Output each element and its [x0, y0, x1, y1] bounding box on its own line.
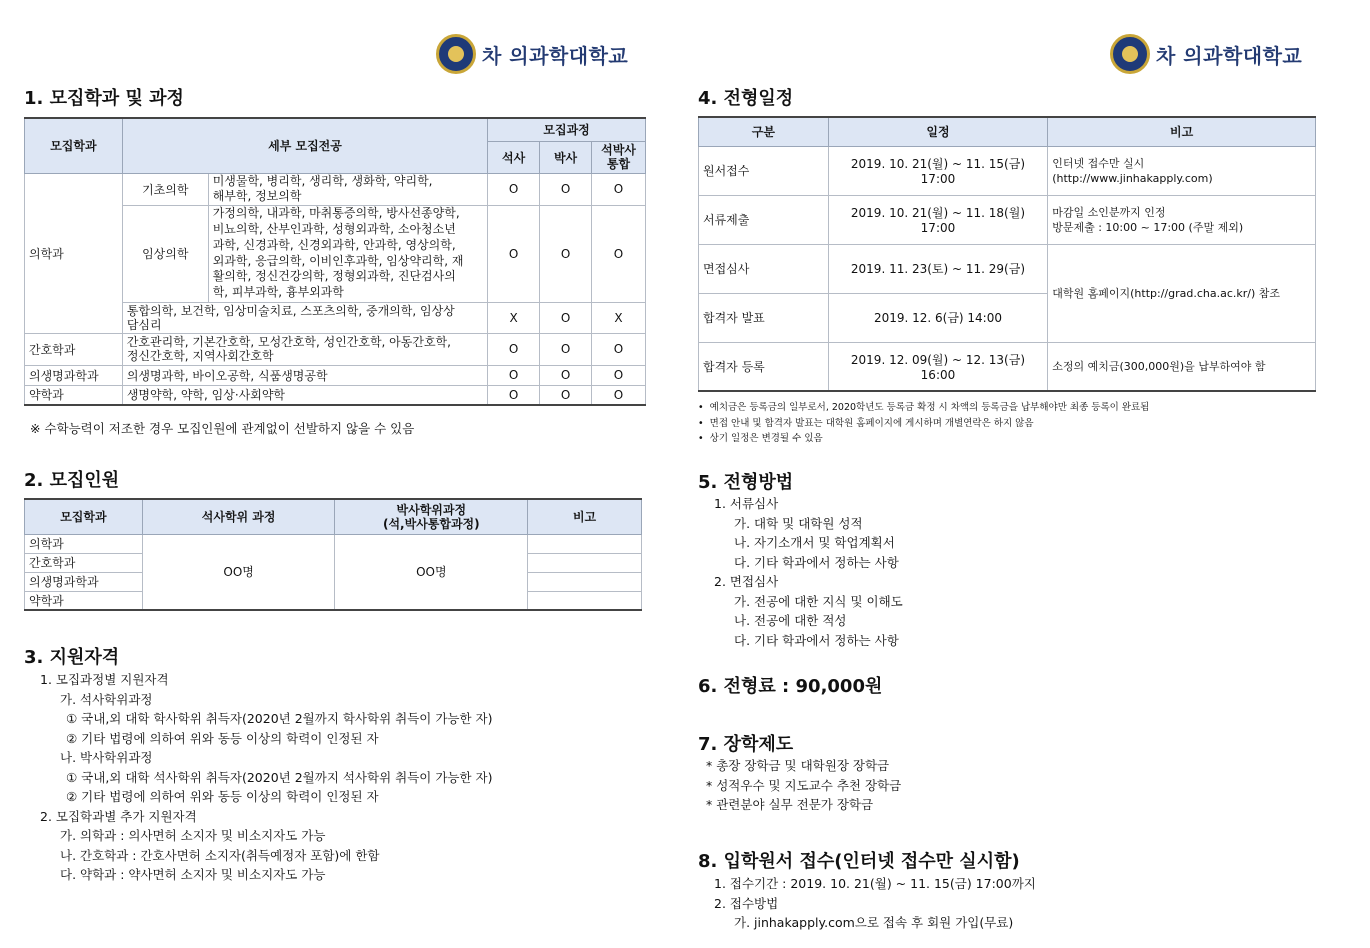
quota-note [528, 591, 642, 610]
masters-count: OO명 [142, 534, 335, 610]
schedule-date: 2019. 11. 23(토) ~ 11. 29(금) [828, 244, 1048, 293]
eligibility-line: ① 국내,외 대학 석사학위 취득자(2020년 2월까지 석사학위 취득이 가능한 자) [66, 769, 493, 785]
application-line: 가. jinhakapply.com으로 접속 후 회원 가입(무료) [734, 915, 1014, 930]
scholarship-line: * 성적우수 및 지도교수 추천 장학금 [706, 777, 902, 793]
cell-mark: O [540, 302, 592, 333]
method-line: 가. 대학 및 대학원 성적 [734, 515, 863, 531]
eligibility-line: 다. 약학과 : 약사면허 소지자 및 비소지자도 가능 [60, 867, 326, 882]
section-3-heading: 3. 지원자격 [24, 647, 120, 668]
cell-mark: O [488, 173, 540, 205]
cell-mark: O [592, 205, 646, 302]
application-line: 1. 접수기간 : 2019. 10. 21(월) ~ 11. 15(금) 17:00까지 [714, 876, 1036, 891]
method-line: 1. 서류심사 [714, 496, 779, 511]
majors-biomed: 의생명과학, 바이오공학, 식품생명공학 [122, 365, 487, 385]
eligibility-line: 나. 박사학위과정 [60, 750, 153, 765]
schedule-bullet: • 예치금은 등록금의 일부로서, 2020학년도 등록금 확정 시 차액의 등록금을 납부해야만 최종 등록이 완료됨 [698, 402, 1150, 413]
cell-mark: O [540, 173, 592, 205]
quota-note [528, 572, 642, 591]
majors-clinical: 가정의학, 내과학, 마취통증의학, 방사선종양학, 비뇨의학, 산부인과학, 성형외과학, 소아청소년 과학, 신경과학, 신경외과학, 안과학, 영상의학, 외과학, 응급의학, 이비인후과학, 임상약리학, 재 활의학, 정신건강의학, 정형외과학, 진단검사의 학, 피부과학, 흉부외과학 [208, 205, 487, 302]
section-1-heading: 1. 모집학과 및 과정 [24, 88, 184, 109]
cell-mark: O [592, 365, 646, 385]
header-dept: 모집학과 [25, 118, 123, 173]
sub-clinical: 임상의학 [122, 205, 208, 302]
cell-mark: X [488, 302, 540, 333]
cell-mark: O [540, 333, 592, 365]
schedule-date: 2019. 12. 09(월) ~ 12. 13(금) 16:00 [828, 342, 1048, 391]
cell-mark: O [592, 385, 646, 405]
schedule-cat: 서류제출 [699, 195, 829, 244]
quota-dept: 의생명과학과 [25, 572, 143, 591]
eligibility-line: ① 국내,외 대학 학사학위 취득자(2020년 2월까지 학사학위 취득이 가능한 자) [66, 711, 493, 726]
header-course: 모집과정 [488, 118, 646, 141]
left-column [24, 0, 664, 948]
schedule-table [698, 116, 1316, 392]
cell-mark: O [592, 173, 646, 205]
cell-mark: X [592, 302, 646, 333]
method-line: 2. 면접심사 [714, 574, 779, 589]
header-major: 세부 모집전공 [122, 118, 487, 173]
university-emblem-icon [436, 34, 476, 74]
university-logo [1110, 34, 1302, 74]
method-line: 나. 전공에 대한 적성 [734, 613, 847, 628]
schedule-bullets [698, 400, 1149, 447]
schedule-date: 2019. 10. 21(월) ~ 11. 18(월) 17:00 [828, 195, 1048, 244]
cell-mark: O [540, 365, 592, 385]
method-line: 다. 기타 학과에서 정하는 사항 [734, 632, 899, 648]
doctor-count: OO명 [335, 534, 528, 610]
section-5-heading: 5. 전형방법 [698, 472, 794, 493]
section-4-heading: 4. 전형일정 [698, 88, 794, 109]
schedule-header-cat: 구분 [699, 117, 829, 146]
quota-dept: 의학과 [25, 534, 143, 553]
dept-pharm: 약학과 [25, 385, 123, 405]
university-emblem-icon [1110, 34, 1150, 74]
cell-mark: O [540, 205, 592, 302]
university-logo [436, 34, 628, 74]
quota-dept: 간호학과 [25, 553, 143, 572]
header-doctor: 박사 [540, 141, 592, 173]
schedule-note-merged: 대학원 홈페이지(http://grad.cha.ac.kr/) 참조 [1048, 244, 1316, 342]
quota-header-masters: 석사학위 과정 [142, 499, 335, 534]
university-name: 차 의과학대학교 [1156, 43, 1303, 68]
schedule-note: 마감일 소인분까지 인정 방문제출 : 10:00 ~ 17:00 (주말 제외) [1048, 195, 1316, 244]
application-line: 2. 접수방법 [714, 895, 779, 911]
scholarship-line: * 관련분야 실무 전문가 장학금 [706, 797, 874, 812]
scholarship-line: * 총장 장학금 및 대학원장 장학금 [706, 758, 890, 773]
quota-header-dept: 모집학과 [25, 499, 143, 534]
quota-dept: 약학과 [25, 591, 143, 610]
schedule-date: 2019. 12. 6(금) 14:00 [828, 293, 1048, 342]
cell-mark: O [488, 333, 540, 365]
application-list [714, 874, 1036, 933]
majors-basic: 미생물학, 병리학, 생리학, 생화학, 약리학, 해부학, 정보의학 [208, 173, 487, 205]
schedule-note: 소정의 예치금(300,000원)을 납부하여야 함 [1048, 342, 1316, 391]
quota-header-note: 비고 [528, 499, 642, 534]
header-integrated: 석박사 통합 [592, 141, 646, 173]
quota-table [24, 498, 642, 611]
eligibility-line: ② 기타 법령에 의하여 위와 동등 이상의 학력이 인정된 자 [66, 789, 379, 804]
cell-mark: O [488, 205, 540, 302]
method-line: 나. 자기소개서 및 학업계획서 [734, 535, 895, 550]
schedule-cat: 면접심사 [699, 244, 829, 293]
program-table [24, 117, 646, 406]
cell-mark: O [540, 385, 592, 405]
s1-note: ※ 수학능력이 저조한 경우 모집인원에 관계없이 선발하지 않을 수 있음 [30, 421, 415, 436]
cell-mark: O [488, 365, 540, 385]
majors-pharm: 생명약학, 약학, 임상·사회약학 [122, 385, 487, 405]
quota-note [528, 534, 642, 553]
schedule-cat: 원서접수 [699, 146, 829, 195]
eligibility-line: 나. 간호학과 : 간호사면허 소지자(취득예정자 포함)에 한함 [60, 847, 380, 863]
dept-medicine: 의학과 [25, 173, 123, 333]
dept-nursing: 간호학과 [25, 333, 123, 365]
scholarship-list [706, 756, 901, 815]
schedule-header-note: 비고 [1048, 117, 1316, 146]
dept-biomed: 의생명과학과 [25, 365, 123, 385]
majors-integrated: 통합의학, 보건학, 임상미술치료, 스포츠의학, 중개의학, 임상상 담심리 [122, 302, 487, 333]
quota-header-doctor: 박사학위과정 (석,박사통합과정) [335, 499, 528, 534]
section-2-heading: 2. 모집인원 [24, 470, 120, 491]
eligibility-line: 2. 모집학과별 추가 지원자격 [40, 808, 197, 824]
section-6-heading: 6. 전형료 : 90,000원 [698, 676, 883, 697]
quota-note [528, 553, 642, 572]
method-line: 가. 전공에 대한 지식 및 이해도 [734, 593, 903, 609]
university-name: 차 의과학대학교 [482, 43, 629, 68]
section-7-heading: 7. 장학제도 [698, 734, 794, 755]
schedule-bullet: • 면접 안내 및 합격자 발표는 대학원 홈페이지에 게시하며 개별연락은 하지 않음 [698, 417, 1034, 429]
cell-mark: O [592, 333, 646, 365]
schedule-date: 2019. 10. 21(월) ~ 11. 15(금) 17:00 [828, 146, 1048, 195]
eligibility-list [40, 670, 492, 885]
eligibility-line: 가. 의학과 : 의사면허 소지자 및 비소지자도 가능 [60, 828, 326, 843]
method-line: 다. 기타 학과에서 정하는 사항 [734, 554, 899, 570]
selection-method-list [714, 494, 903, 650]
header-masters: 석사 [488, 141, 540, 173]
sub-basic: 기초의학 [122, 173, 208, 205]
schedule-cat: 합격자 등록 [699, 342, 829, 391]
schedule-cat: 합격자 발표 [699, 293, 829, 342]
section-8-heading: 8. 입학원서 접수(인터넷 접수만 실시함) [698, 851, 1020, 872]
majors-nursing: 간호관리학, 기본간호학, 모성간호학, 성인간호학, 아동간호학, 정신간호학, 지역사회간호학 [122, 333, 487, 365]
eligibility-line: 가. 석사학위과정 [60, 691, 153, 707]
schedule-header-date: 일정 [828, 117, 1048, 146]
schedule-bullet: • 상기 일정은 변경될 수 있음 [698, 433, 823, 444]
right-column [698, 0, 1318, 948]
schedule-note: 인터넷 접수만 실시 (http://www.jinhakapply.com) [1048, 146, 1316, 195]
eligibility-line: ② 기타 법령에 의하여 위와 동등 이상의 학력이 인정된 자 [66, 730, 379, 746]
eligibility-line: 1. 모집과정별 지원자격 [40, 672, 169, 687]
cell-mark: O [488, 385, 540, 405]
